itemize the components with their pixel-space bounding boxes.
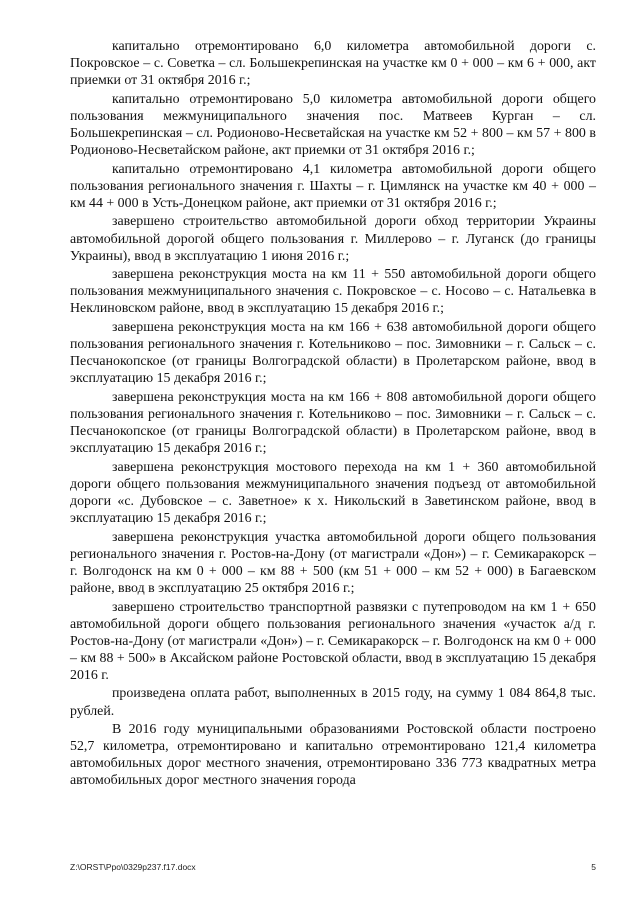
paragraph: завершена реконструкция моста на км 166 + 808 автомобильной дороги общего пользования регионального значения г. Котельниково – пос. Зимовники – г. Сальск – с. Песчанокопское (от границы Волгоградской области) в Пролетарском районе, ввод в эксплуатацию 15 декабря 2016 г.; [70,389,596,457]
paragraph: завершена реконструкция моста на км 166 + 638 автомобильной дороги общего пользования регионального значения г. Котельниково – пос. Зимовники – г. Сальск – с. Песчанокопское (от границы Волгоградской области) в Пролетарском районе, ввод в эксплуатацию 15 декабря 2016 г.; [70,320,596,387]
paragraph: В 2016 году муниципальными образованиями Ростовской области построено 52,7 километра, отремонтировано и капитально отремонтировано 121,4 километра автомобильных дорог местного значения, отремонтировано 336 773 квадратных метра автомобильных дорог местного значения города [70,722,596,789]
document-body [70,38,596,791]
paragraph: завершена реконструкция мостового перехода на км 1 + 360 автомобильной дороги общего пользования межмуниципального значения подъезд от автомобильной дороги «с. Дубовское – с. Заветное» к х. Никольский в Заветинском районе, ввод в эксплуатацию 15 декабря 2016 г.; [70,459,596,527]
paragraph: завершено строительство транспортной развязки с путепроводом на км 1 + 650 автомобильной дороги общего пользования регионального значения «участок а/д г. Ростов-на-Дону (от магистрали «Дон») – г. Семикаракорск – г. Волгодонск на км 0 + 000 – км 88 + 500» в Аксайском районе Ростовской области, ввод в эксплуатацию 15 декабря 2016 г. [70,599,596,683]
paragraph: произведена оплата работ, выполненных в 2015 году, на сумму 1 084 864,8 тыс. рублей. [70,686,596,719]
paragraph: завершено строительство автомобильной дороги обход территории Украины автомобильной дорогой общего пользования г. Миллерово – г. Луганск (до границы Украины), ввод в эксплуатацию 1 июня 2016 г.; [70,214,596,264]
page-number: 5 [591,862,596,872]
paragraph: капитально отремонтировано 4,1 километра автомобильной дороги общего пользования регионального значения г. Шахты – г. Цимлянск на участке км 40 + 000 – км 44 + 000 в Усть-Донецком районе, акт приемки от 31 октября 2016 г.; [70,161,596,211]
paragraph: капитально отремонтировано 5,0 километра автомобильной дороги общего пользования межмуниципального значения пос. Матвеев Курган – сл. Большекрепинская – сл. Родионово-Несветайская на участке км 52 + 800 – км 57 + 800 в Родионово-Несветайском районе, акт приемки от 31 октября 2016 г.; [70,91,596,159]
paragraph: капитально отремонтировано 6,0 километра автомобильной дороги с. Покровское – с. Советка – сл. Большекрепинская на участке км 0 + 000 – км 6 + 000, акт приемки от 31 октября 2016 г.; [70,39,596,89]
footer-file-path: Z:\ORST\Ppo\0329p237.f17.docx [70,862,196,872]
paragraph: завершена реконструкция моста на км 11 + 550 автомобильной дороги общего пользования межмуниципального значения с. Покровское – с. Носово – с. Натальевка в Неклиновском районе, ввод в эксплуатацию 15 декабря 2016 г.; [70,267,596,317]
paragraph: завершена реконструкция участка автомобильной дороги общего пользования регионального значения г. Ростов-на-Дону (от магистрали «Дон») – г. Семикаракорск – г. Волгодонск на км 0 + 000 – км 88 + 500 (км 51 + 000 – км 52 + 000) в Багаевском районе, ввод в эксплуатацию 25 октября 2016 г.; [70,529,596,596]
